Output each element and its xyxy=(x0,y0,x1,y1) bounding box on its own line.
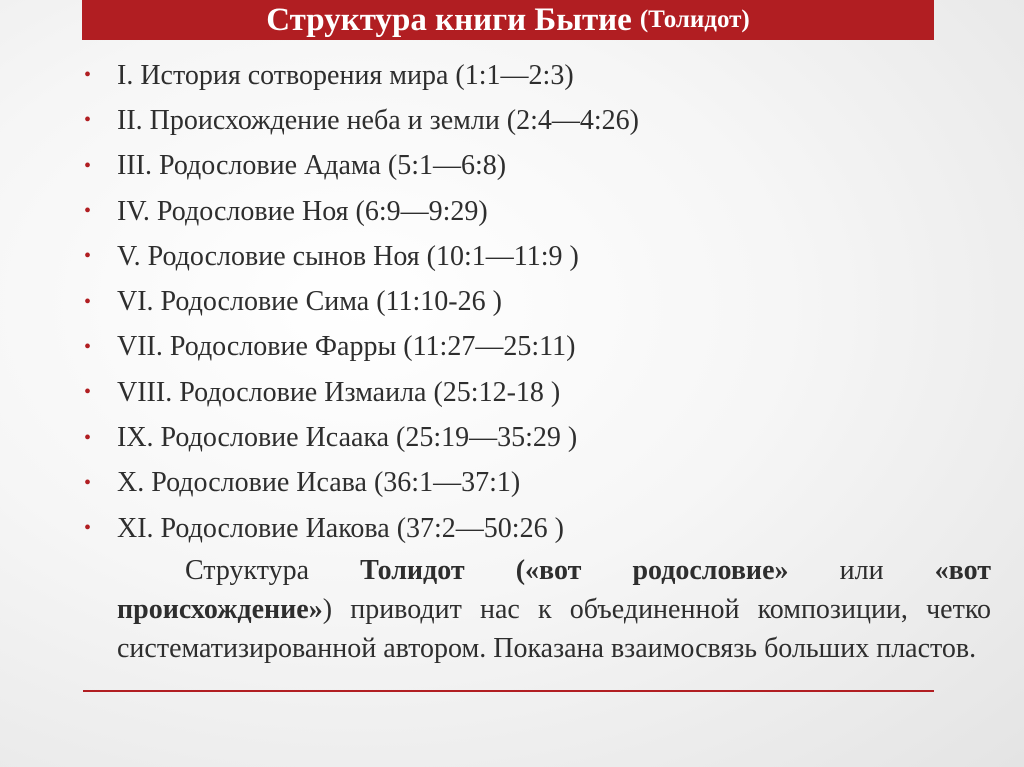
paragraph-text: или xyxy=(788,555,935,586)
list-item xyxy=(84,234,639,279)
list-item-text: X. Родословие Исава (36:1—37:1) xyxy=(117,467,521,499)
paragraph-bold: Толидот («вот родословие» xyxy=(360,555,789,586)
list-item xyxy=(84,415,639,460)
list-item xyxy=(84,506,639,551)
list-item xyxy=(84,370,639,415)
list-item xyxy=(84,279,639,324)
bullet-icon: • xyxy=(84,64,92,87)
bullet-icon: • xyxy=(84,290,92,313)
list-item xyxy=(84,325,639,370)
paragraph-bold: «вот происхождение» xyxy=(117,555,991,625)
bullet-icon: • xyxy=(84,245,92,268)
list-item-text: IV. Родословие Ноя (6:9—9:29) xyxy=(117,195,488,227)
divider-line xyxy=(83,690,934,692)
list-item-text: I. История сотворения мира (1:1—2:3) xyxy=(117,59,574,91)
list-item xyxy=(84,461,639,506)
list-item-text: III. Родословие Адама (5:1—6:8) xyxy=(117,150,507,182)
slide-title: Структура книги Бытие xyxy=(266,1,632,38)
list-item xyxy=(84,98,639,143)
paragraph-text: ) приводит нас к объединенной композиции, четко систематизированной автором. Показана взаимосвязь больших пластов. xyxy=(117,594,991,664)
title-bar xyxy=(82,0,934,40)
list-item xyxy=(84,189,639,234)
list-item-text: II. Происхождение неба и земли (2:4—4:26) xyxy=(117,104,640,136)
slide-subtitle: (Толидот) xyxy=(639,6,750,33)
bullet-icon: • xyxy=(84,381,92,404)
bullet-icon: • xyxy=(84,471,92,494)
bullet-icon: • xyxy=(84,154,92,177)
list-item-text: VI. Родословие Сима (11:10-26 ) xyxy=(117,286,502,318)
list-item-text: XI. Родословие Иакова (37:2—50:26 ) xyxy=(117,512,564,544)
summary-paragraph xyxy=(117,551,991,668)
bullet-icon: • xyxy=(84,200,92,223)
bullet-icon: • xyxy=(84,517,92,540)
list-item-text: VII. Родословие Фарры (11:27—25:11) xyxy=(117,331,576,363)
structure-list xyxy=(84,53,639,551)
paragraph-text: Структура xyxy=(185,555,361,586)
list-item-text: IX. Родословие Исаака (25:19—35:29 ) xyxy=(117,422,578,454)
list-item-text: VIII. Родословие Измаила (25:12-18 ) xyxy=(117,376,561,408)
list-item-text: V. Родословие сынов Ноя (10:1—11:9 ) xyxy=(117,240,579,272)
list-item xyxy=(84,144,639,189)
bullet-icon: • xyxy=(84,109,92,132)
list-item xyxy=(84,53,639,98)
bullet-icon: • xyxy=(84,426,92,449)
bullet-icon: • xyxy=(84,335,92,358)
